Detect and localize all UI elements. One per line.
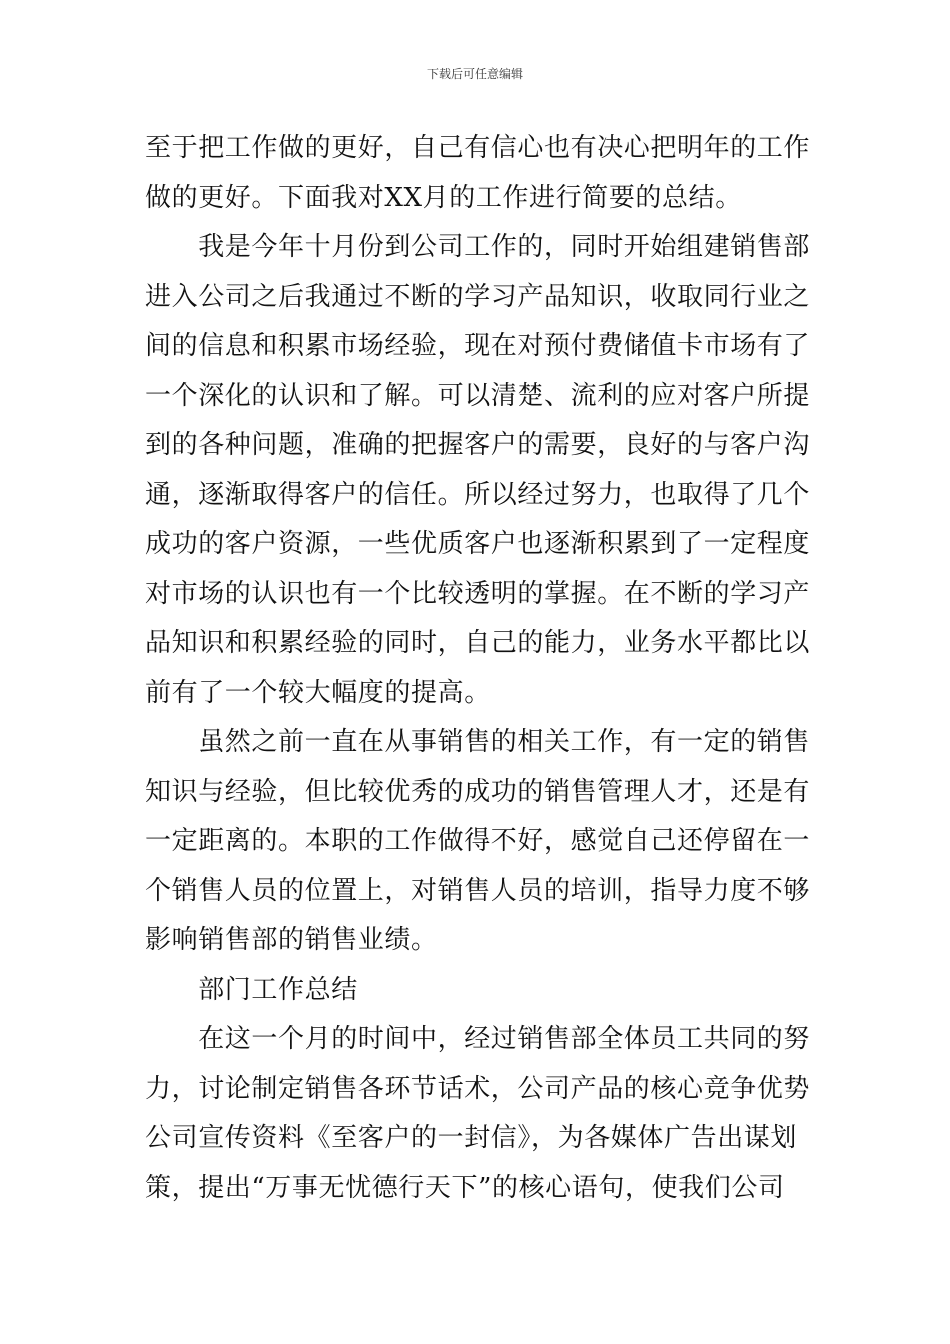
text-line: 前有了一个较大幅度的提高。 bbox=[145, 677, 491, 708]
document-body bbox=[145, 124, 809, 1213]
section-heading: 部门工作总结 bbox=[145, 974, 358, 1005]
page-header-note: 下载后可任意编辑 bbox=[426, 67, 523, 81]
text-line: 个销售人员的位置上，对销售人员的培训，指导力度不够 bbox=[145, 875, 811, 906]
text-line: 至于把工作做的更好，自己有信心也有决心把明年的工作 bbox=[145, 133, 811, 163]
text-line: 一定距离的。本职的工作做得不好，感觉自己还停留在一 bbox=[145, 826, 811, 856]
text-line: 知识与经验，但比较优秀的成功的销售管理人才，还是有 bbox=[145, 776, 811, 807]
text-line: 策，提出“万事无忧德行天下”的核心语句，使我们公司 bbox=[145, 1172, 785, 1203]
text-line: 一个深化的认识和了解。可以清楚、流利的应对客户所提 bbox=[145, 380, 811, 411]
text-line: 间的信息和积累市场经验，现在对预付费储值卡市场有了 bbox=[145, 331, 811, 361]
text-line: 进入公司之后我通过不断的学习产品知识，收取同行业之 bbox=[145, 281, 811, 312]
text-line: 成功的客户资源，一些优质客户也逐渐积累到了一定程度 bbox=[145, 529, 811, 559]
text-line: 影响销售部的销售业绩。 bbox=[145, 925, 438, 955]
text-line: 力，讨论制定销售各环节话术，公司产品的核心竞争优势 bbox=[145, 1073, 811, 1104]
text-line: 通，逐渐取得客户的信任。所以经过努力，也取得了几个 bbox=[145, 479, 811, 510]
text-line: 在这一个月的时间中，经过销售部全体员工共同的努 bbox=[145, 1024, 811, 1054]
text-line: 对市场的认识也有一个比较透明的掌握。在不断的学习产 bbox=[145, 578, 811, 609]
text-line: 到的各种问题，准确的把握客户的需要，良好的与客户沟 bbox=[145, 430, 811, 460]
text-line: 虽然之前一直在从事销售的相关工作，有一定的销售 bbox=[145, 727, 811, 757]
text-line: 品知识和积累经验的同时，自己的能力，业务水平都比以 bbox=[145, 628, 811, 658]
text-line: 公司宣传资料《至客户的一封信》，为各媒体广告出谋划 bbox=[145, 1123, 798, 1153]
text-line: 做的更好。下面我对XX月的工作进行简要的总结。 bbox=[145, 182, 742, 213]
text-line: 我是今年十月份到公司工作的，同时开始组建销售部 bbox=[145, 232, 811, 262]
